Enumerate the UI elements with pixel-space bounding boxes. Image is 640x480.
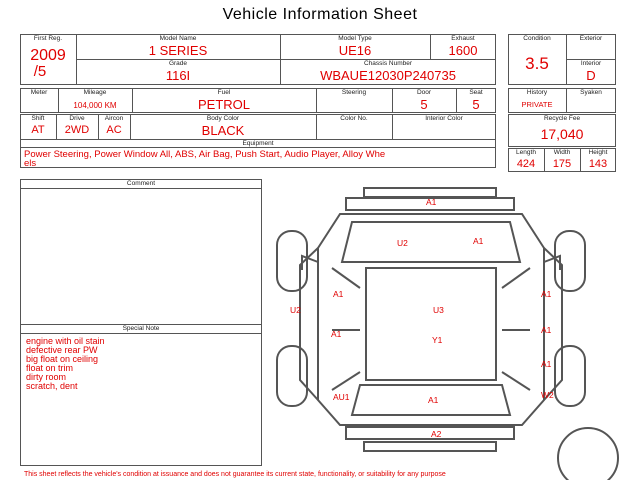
exterior-label: Exterior bbox=[579, 35, 603, 42]
width-label: Width bbox=[553, 149, 571, 156]
body-color-label: Body Color bbox=[206, 115, 240, 122]
trunk-rear-outline bbox=[346, 427, 514, 439]
special-note-item: scratch, dent bbox=[26, 381, 78, 391]
exhaust-label: Exhaust bbox=[451, 35, 475, 42]
mileage-label: Mileage bbox=[83, 89, 107, 96]
fuel-value: PETROL bbox=[197, 97, 250, 112]
damage-code: A1 bbox=[541, 289, 552, 299]
damage-code: U3 bbox=[433, 305, 444, 315]
interior-color-label: Interior Color bbox=[425, 115, 463, 122]
rear-bumper-outline bbox=[364, 442, 496, 451]
body-color-value: BLACK bbox=[201, 123, 245, 138]
aircon-value: AC bbox=[106, 124, 122, 136]
comment-label: Comment bbox=[126, 180, 156, 187]
chassis-label: Chassis Number bbox=[363, 60, 413, 67]
length-label: Length bbox=[516, 149, 536, 156]
recycle-fee-value: 17,040 bbox=[540, 126, 584, 142]
sheet-title: Vehicle Information Sheet bbox=[222, 6, 418, 23]
special-note-label: Special Note bbox=[122, 325, 160, 332]
wheel-rear-left bbox=[277, 346, 307, 406]
interior-label: Interior bbox=[580, 60, 602, 67]
car-damage-diagram bbox=[270, 180, 640, 480]
height-label: Height bbox=[588, 149, 608, 156]
special-note-item: big float on ceiling bbox=[26, 354, 99, 364]
damage-code: A1 bbox=[473, 236, 484, 246]
damage-code: A1 bbox=[333, 289, 344, 299]
interior-value: D bbox=[586, 68, 596, 83]
door-value: 5 bbox=[420, 97, 428, 112]
aircon-label: Aircon bbox=[104, 115, 124, 122]
model-name-label: Model Name bbox=[159, 35, 197, 42]
damage-code: W2 bbox=[541, 390, 554, 400]
wheel-rear-right bbox=[555, 346, 585, 406]
disclaimer-footer: This sheet reflects the vehicle's condition at issuance and does not guarantee its current state, functionality, or suitability for any purpose bbox=[24, 471, 446, 478]
first-reg-year: 2009 bbox=[30, 47, 66, 64]
shift-label: Shift bbox=[31, 115, 45, 122]
equipment-label: Equipment bbox=[242, 140, 274, 147]
grade-value: 116I bbox=[165, 68, 191, 83]
special-note-item: engine with oil stain bbox=[26, 336, 105, 346]
spare-tire bbox=[558, 428, 618, 480]
first-reg-label: First Reg. bbox=[33, 35, 63, 42]
width-value: 175 bbox=[552, 158, 572, 170]
exhaust-value: 1600 bbox=[448, 43, 478, 58]
damage-code: A1 bbox=[331, 329, 342, 339]
right-door-lines bbox=[502, 268, 530, 390]
drive-label: Drive bbox=[69, 115, 85, 122]
door-label: Door bbox=[416, 89, 432, 96]
damage-code: A1 bbox=[426, 197, 437, 207]
height-value: 143 bbox=[588, 158, 608, 170]
mileage-value: 104,000 KM bbox=[73, 101, 117, 110]
damage-code: A2 bbox=[431, 429, 442, 439]
syaken-label: Syaken bbox=[580, 89, 602, 96]
model-name-value: 1 SERIES bbox=[148, 43, 208, 58]
model-type-label: Model Type bbox=[338, 35, 372, 42]
history-label: History bbox=[526, 89, 548, 96]
steering-label: Steering bbox=[341, 89, 367, 96]
condition-label: Condition bbox=[523, 35, 551, 42]
special-note-item: defective rear PW bbox=[26, 345, 98, 355]
roof-outline bbox=[366, 268, 496, 380]
damage-code: U2 bbox=[397, 238, 408, 248]
meter-label: Meter bbox=[30, 89, 48, 96]
damage-code: U2 bbox=[290, 305, 301, 315]
right-side-panel bbox=[544, 248, 562, 400]
comment-panel bbox=[20, 179, 262, 466]
damage-code: Y1 bbox=[432, 335, 443, 345]
damage-code: AU1 bbox=[333, 392, 350, 402]
first-reg-month: /5 bbox=[33, 63, 47, 80]
special-note-list bbox=[26, 337, 105, 391]
special-note-item: dirty room bbox=[26, 372, 67, 382]
left-side-panel bbox=[300, 248, 318, 400]
seat-label: Seat bbox=[469, 89, 483, 96]
chassis-value: WBAUE12030P240735 bbox=[320, 68, 456, 83]
damage-code: A1 bbox=[541, 359, 552, 369]
left-mirror bbox=[302, 256, 318, 270]
grade-label: Grade bbox=[168, 60, 188, 67]
special-note-item: float on trim bbox=[26, 363, 74, 373]
right-mirror bbox=[544, 256, 560, 270]
damage-code: A1 bbox=[541, 325, 552, 335]
front-bumper-outline bbox=[364, 188, 496, 197]
car-body-outline bbox=[318, 214, 544, 425]
color-no-label: Color No. bbox=[340, 115, 368, 122]
history-value: PRIVATE bbox=[521, 100, 553, 109]
condition-value: 3.5 bbox=[525, 54, 549, 73]
fuel-label: Fuel bbox=[217, 89, 231, 96]
windshield-outline bbox=[342, 222, 520, 262]
drive-value: 2WD bbox=[64, 124, 90, 136]
length-value: 424 bbox=[516, 158, 536, 170]
shift-value: AT bbox=[31, 124, 45, 136]
damage-code: A1 bbox=[428, 395, 439, 405]
equipment-text-line1: Power Steering, Power Window All, ABS, Air Bag, Push Start, Audio Player, Alloy Whe bbox=[24, 149, 386, 160]
equipment-text-line2: els bbox=[24, 158, 37, 169]
seat-value: 5 bbox=[472, 97, 480, 112]
model-type-value: UE16 bbox=[338, 43, 372, 58]
recycle-fee-label: Recycle Fee bbox=[543, 115, 581, 122]
